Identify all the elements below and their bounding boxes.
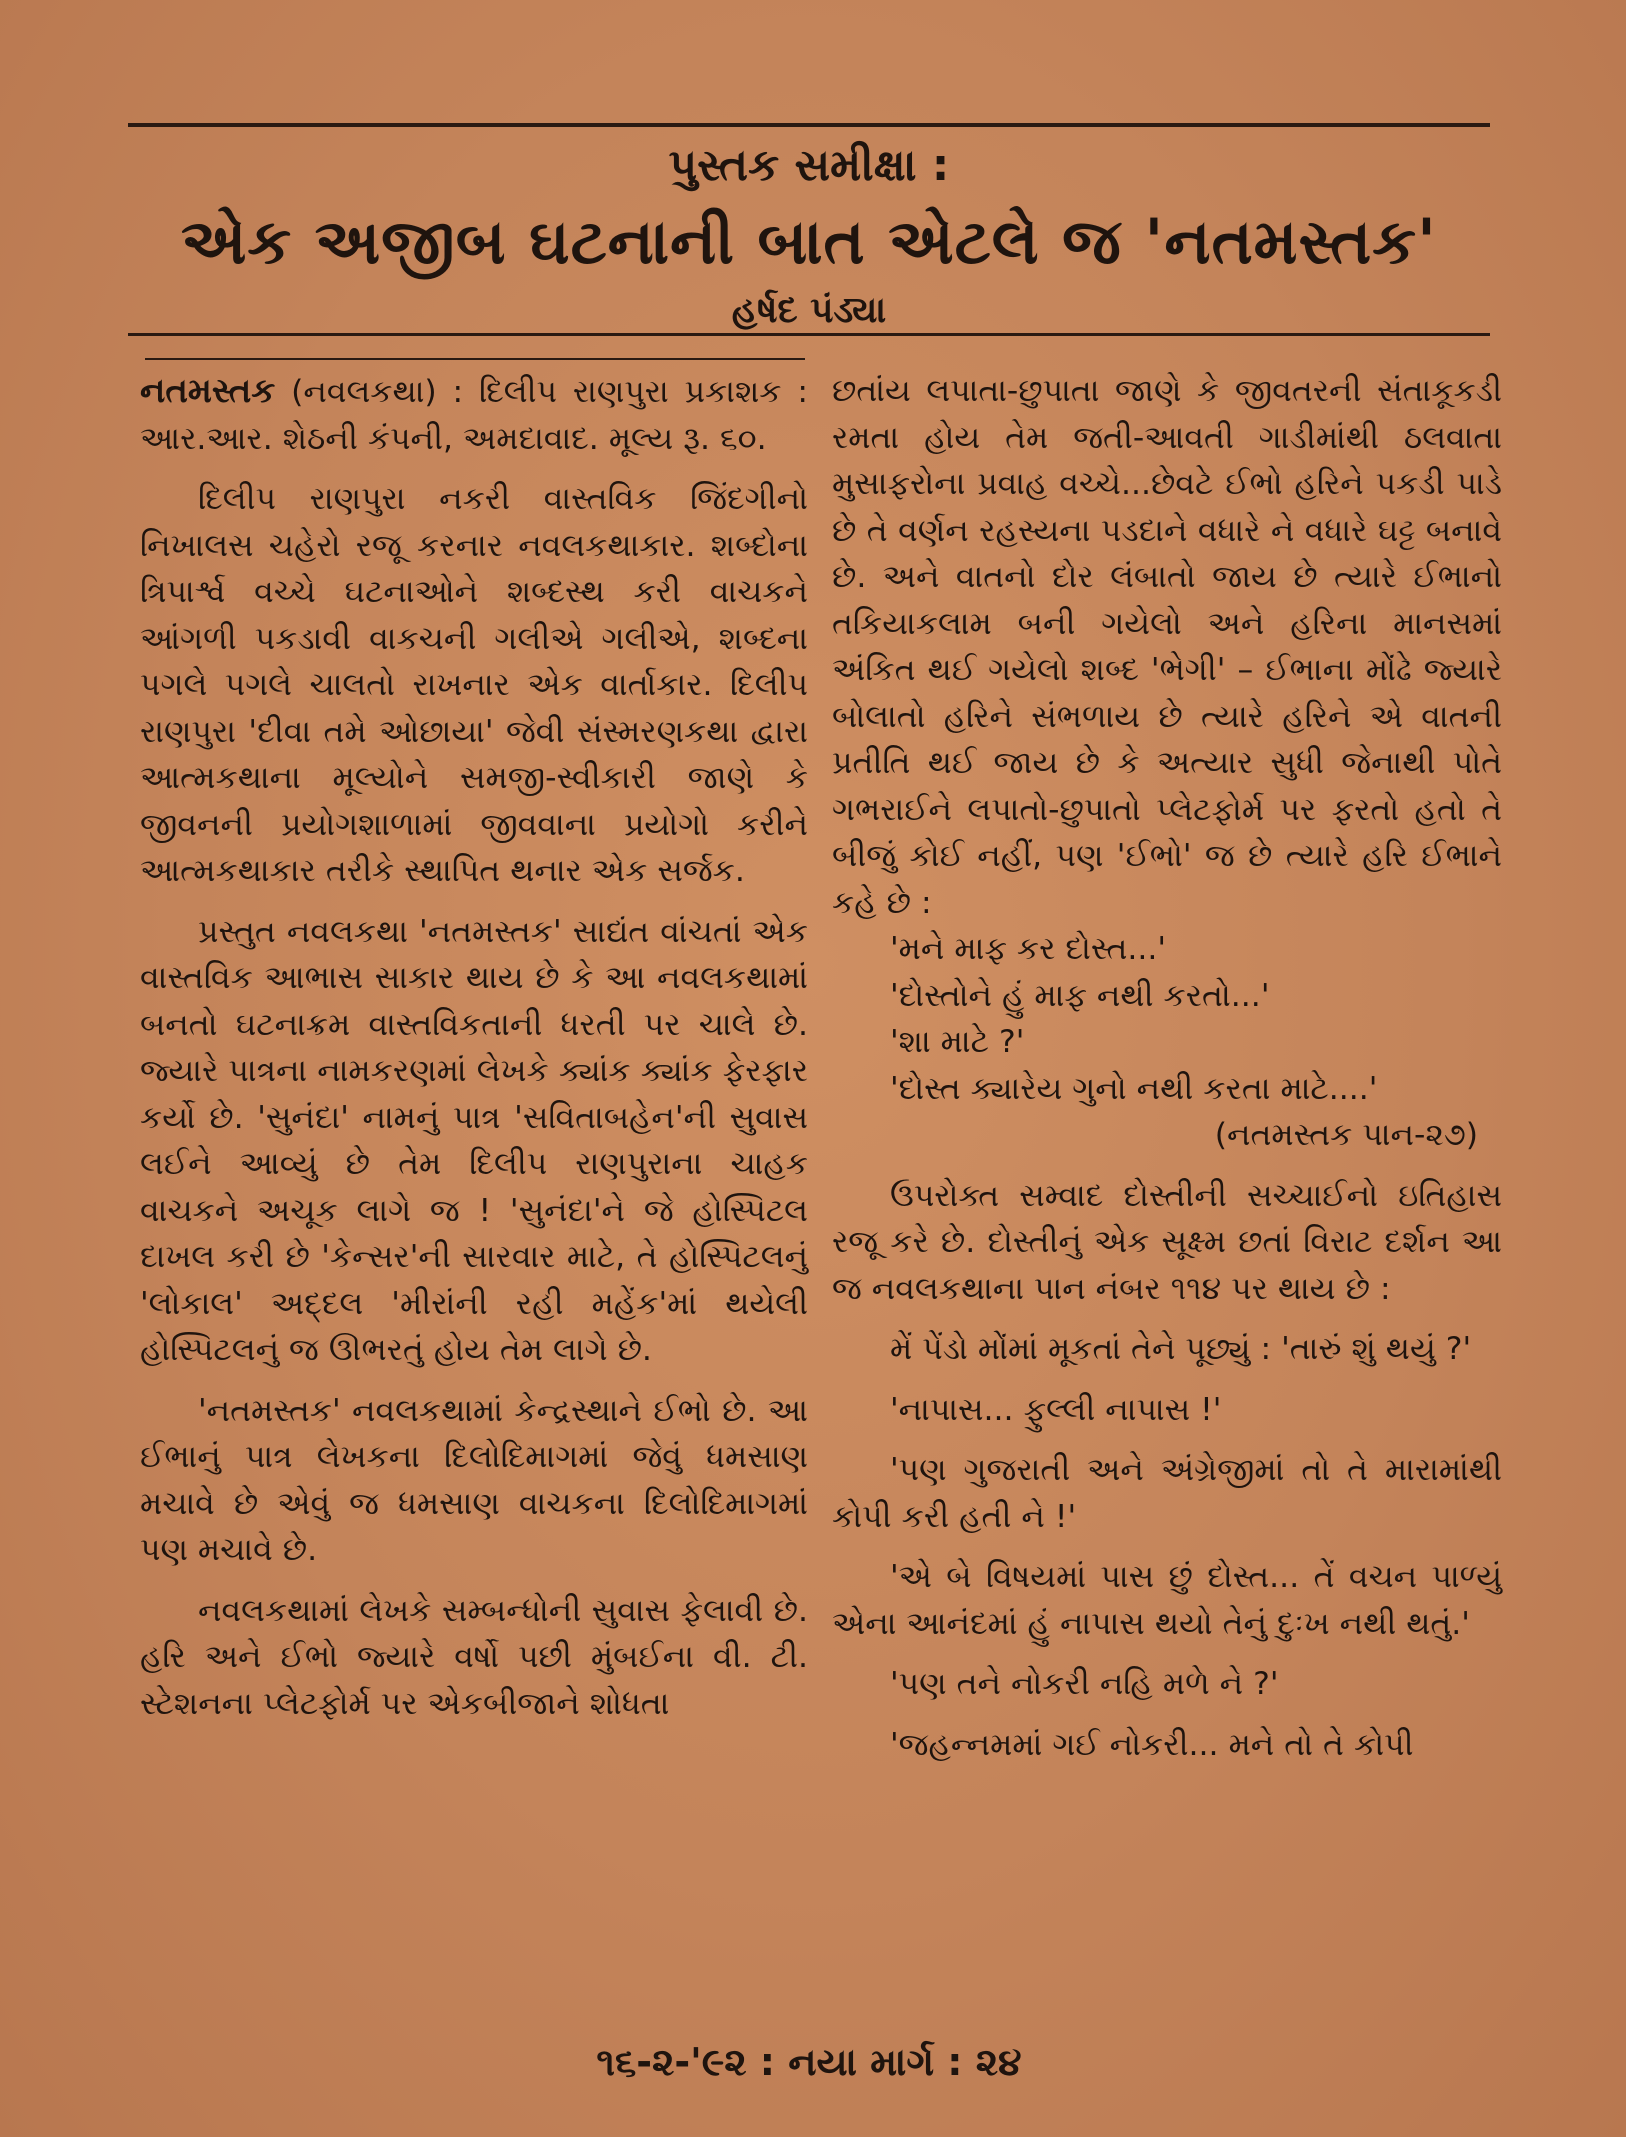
book-info: (નવલકથા) : દિલીપ રાણપુરા પ્રકાશક : આર.આર. શેઠની કંપની, અમદાવાદ. મૂલ્ય રૂ. ૬૦. xyxy=(140,374,808,457)
page-citation: (નતમસ્તક પાન-૨૭) xyxy=(1214,1117,1478,1153)
dialogue-line: મેં પેંડો મોંમાં મૂકતાં તેને પૂછ્યું : 'તારું શું થયું ?' xyxy=(890,1331,1472,1367)
dialogue-line: 'શા માટે ?' xyxy=(890,1024,1025,1060)
top-rule xyxy=(128,123,1490,127)
dialogue-line: 'પણ ગુજરાતી અને અંગ્રેજીમાં તો તે મારામાંથી કોપી કરી હતી ને !' xyxy=(832,1452,1502,1535)
column-rule xyxy=(145,358,805,360)
article-title: એક અજીબ ઘટનાની બાત એટલે જ 'નતમસ્તક' xyxy=(181,205,1437,278)
right-column xyxy=(832,368,1502,1768)
page-footer: ૧૬-૨-'૯૨ : નયા માર્ગ : ૨૪ xyxy=(596,2040,1022,2084)
book-details xyxy=(140,368,808,462)
paragraph: દિલીપ રાણપુરા નકરી વાસ્તવિક જિંદગીનો નિખાલસ ચહેરો રજૂ કરનાર નવલકથાકાર. શબ્દોના ત્રિપાર્શ્વ વચ્ચે ઘટનાઓને શબ્દસ્થ કરી વાચકને આંગળી પકડાવી વાકચની ગલીએ ગલીએ, શબ્દના પગલે પગલે ચાલતો રાખનાર એક વાર્તાકાર. દિલીપ રાણપુરા 'દીવા તમે ઓછાયા' જેવી સંસ્મરણકથા દ્વારા આત્મકથાના મૂલ્યોને સમજી-સ્વીકારી જાણે કે જીવનની પ્રયોગશાળામાં જીવવાના પ્રયોગો કરીને આત્મકથાકાર તરીકે સ્થાપિત થનાર એક સર્જક. xyxy=(140,481,808,889)
dialogue-line: 'જહન્નમમાં ગઈ નોકરી... મને તો તે કોપી xyxy=(890,1726,1414,1763)
paragraph: ઉપરોક્ત સમ્વાદ દોસ્તીની સચ્ચાઈનો ઇતિહાસ રજૂ કરે છે. દોસ્તીનું એક સૂક્ષ્મ છતાં વિરાટ દર્શન આ જ નવલકથાના પાન નંબર ૧૧૪ પર થાય છે : xyxy=(832,1177,1502,1307)
dialogue-line: 'દોસ્ત ક્યારેય ગુનો નથી કરતા માટે....' xyxy=(890,1070,1378,1107)
dialogue-line: 'પણ તને નોકરી નહિ મળે ને ?' xyxy=(890,1666,1279,1702)
header-rule xyxy=(128,333,1490,336)
dialogue-line: 'એ બે વિષયમાં પાસ છું દોસ્ત... તેં વચન પાળ્યું એના આનંદમાં હું નાપાસ થયો તેનું દુઃખ નથી થતું.' xyxy=(832,1559,1502,1642)
section-kicker: પુસ્તક સમીક્ષા : xyxy=(668,140,950,191)
dialogue-line: 'નાપાસ... ફુલ્લી નાપાસ !' xyxy=(890,1391,1222,1428)
dialogue-line: 'મને માફ કર દોસ્ત...' xyxy=(890,931,1167,967)
left-column xyxy=(140,368,808,1727)
dialogue-line: 'દોસ્તોને હું માફ નથી કરતો...' xyxy=(890,977,1270,1014)
article-author: હર્ષદ પંડ્યા xyxy=(731,290,887,331)
paragraph: છતાંય લપાતા-છુપાતા જાણે કે જીવતરની સંતાકૂકડી રમતા હોય તેમ જતી-આવતી ગાડીમાંથી ઠલવાતા મુસાફરોના પ્રવાહ વચ્ચે...છેવટે ઈભો હરિને પકડી પાડે છે તે વર્ણન રહસ્યના પડદાને વધારે ને વધારે ઘટ્ટ બનાવે છે. અને વાતનો દોર લંબાતો જાય છે ત્યારે ઈભાનો તકિયાકલામ બની ગયેલો અને હરિના માનસમાં અંકિત થઈ ગયેલો શબ્દ 'ભેગી' – ઈભાના મોંઢે જ્યારે બોલાતો હરિને સંભળાય છે ત્યારે હરિને એ વાતની પ્રતીતિ થઈ જાય છે કે અત્યાર સુધી જેનાથી પોતે ગભરાઈને લપાતો-છુપાતો પ્લેટફોર્મ પર ફરતો હતો તે બીજું કોઈ નહીં, પણ 'ઈભો' જ છે ત્યારે હરિ ઈભાને કહે છે : xyxy=(832,373,1502,921)
book-name: નતમસ્તક xyxy=(140,371,276,411)
paragraph: નવલકથામાં લેખકે સમ્બન્ધોની સુવાસ ફેલાવી છે. હરિ અને ઈભો જ્યારે વર્ષો પછી મુંબઈના વી. ટી. સ્ટેશનના પ્લેટફોર્મ પર એકબીજાને શોધતા xyxy=(140,1592,808,1722)
paragraph: પ્રસ્તુત નવલકથા 'નતમસ્તક' સાદ્યંત વાંચતાં એક વાસ્તવિક આભાસ સાકાર થાય છે કે આ નવલકથામાં બનતો ઘટનાક્રમ વાસ્તવિકતાની ધરતી પર ચાલે છે. જ્યારે પાત્રના નામકરણમાં લેખકે ક્યાંક ક્યાંક ફેરફાર કર્યો છે. 'સુનંદા' નામનું પાત્ર 'સવિતાબહેન'ની સુવાસ લઈને આવ્યું છે તેમ દિલીપ રાણપુરાના ચાહક વાચકને અચૂક લાગે જ ! 'સુનંદા'ને જે હોસ્પિટલ દાખલ કરી છે 'કેન્સર'ની સારવાર માટે, તે હોસ્પિટલનું 'લોકાલ' અદ્દલ 'મીરાંની રહી મહેંક'માં થયેલી હોસ્પિટલનું જ ઊભરતું હોય તેમ લાગે છે. xyxy=(140,913,808,1368)
paragraph: 'નતમસ્તક' નવલકથામાં કેન્દ્રસ્થાને ઈભો છે. આ ઈભાનું પાત્ર લેખકના દિલોદિમાગમાં જેવું ધમસાણ મચાવે છે એવું જ ધમસાણ વાચકના દિલોદિમાગમાં પણ મચાવે છે. xyxy=(140,1392,808,1568)
